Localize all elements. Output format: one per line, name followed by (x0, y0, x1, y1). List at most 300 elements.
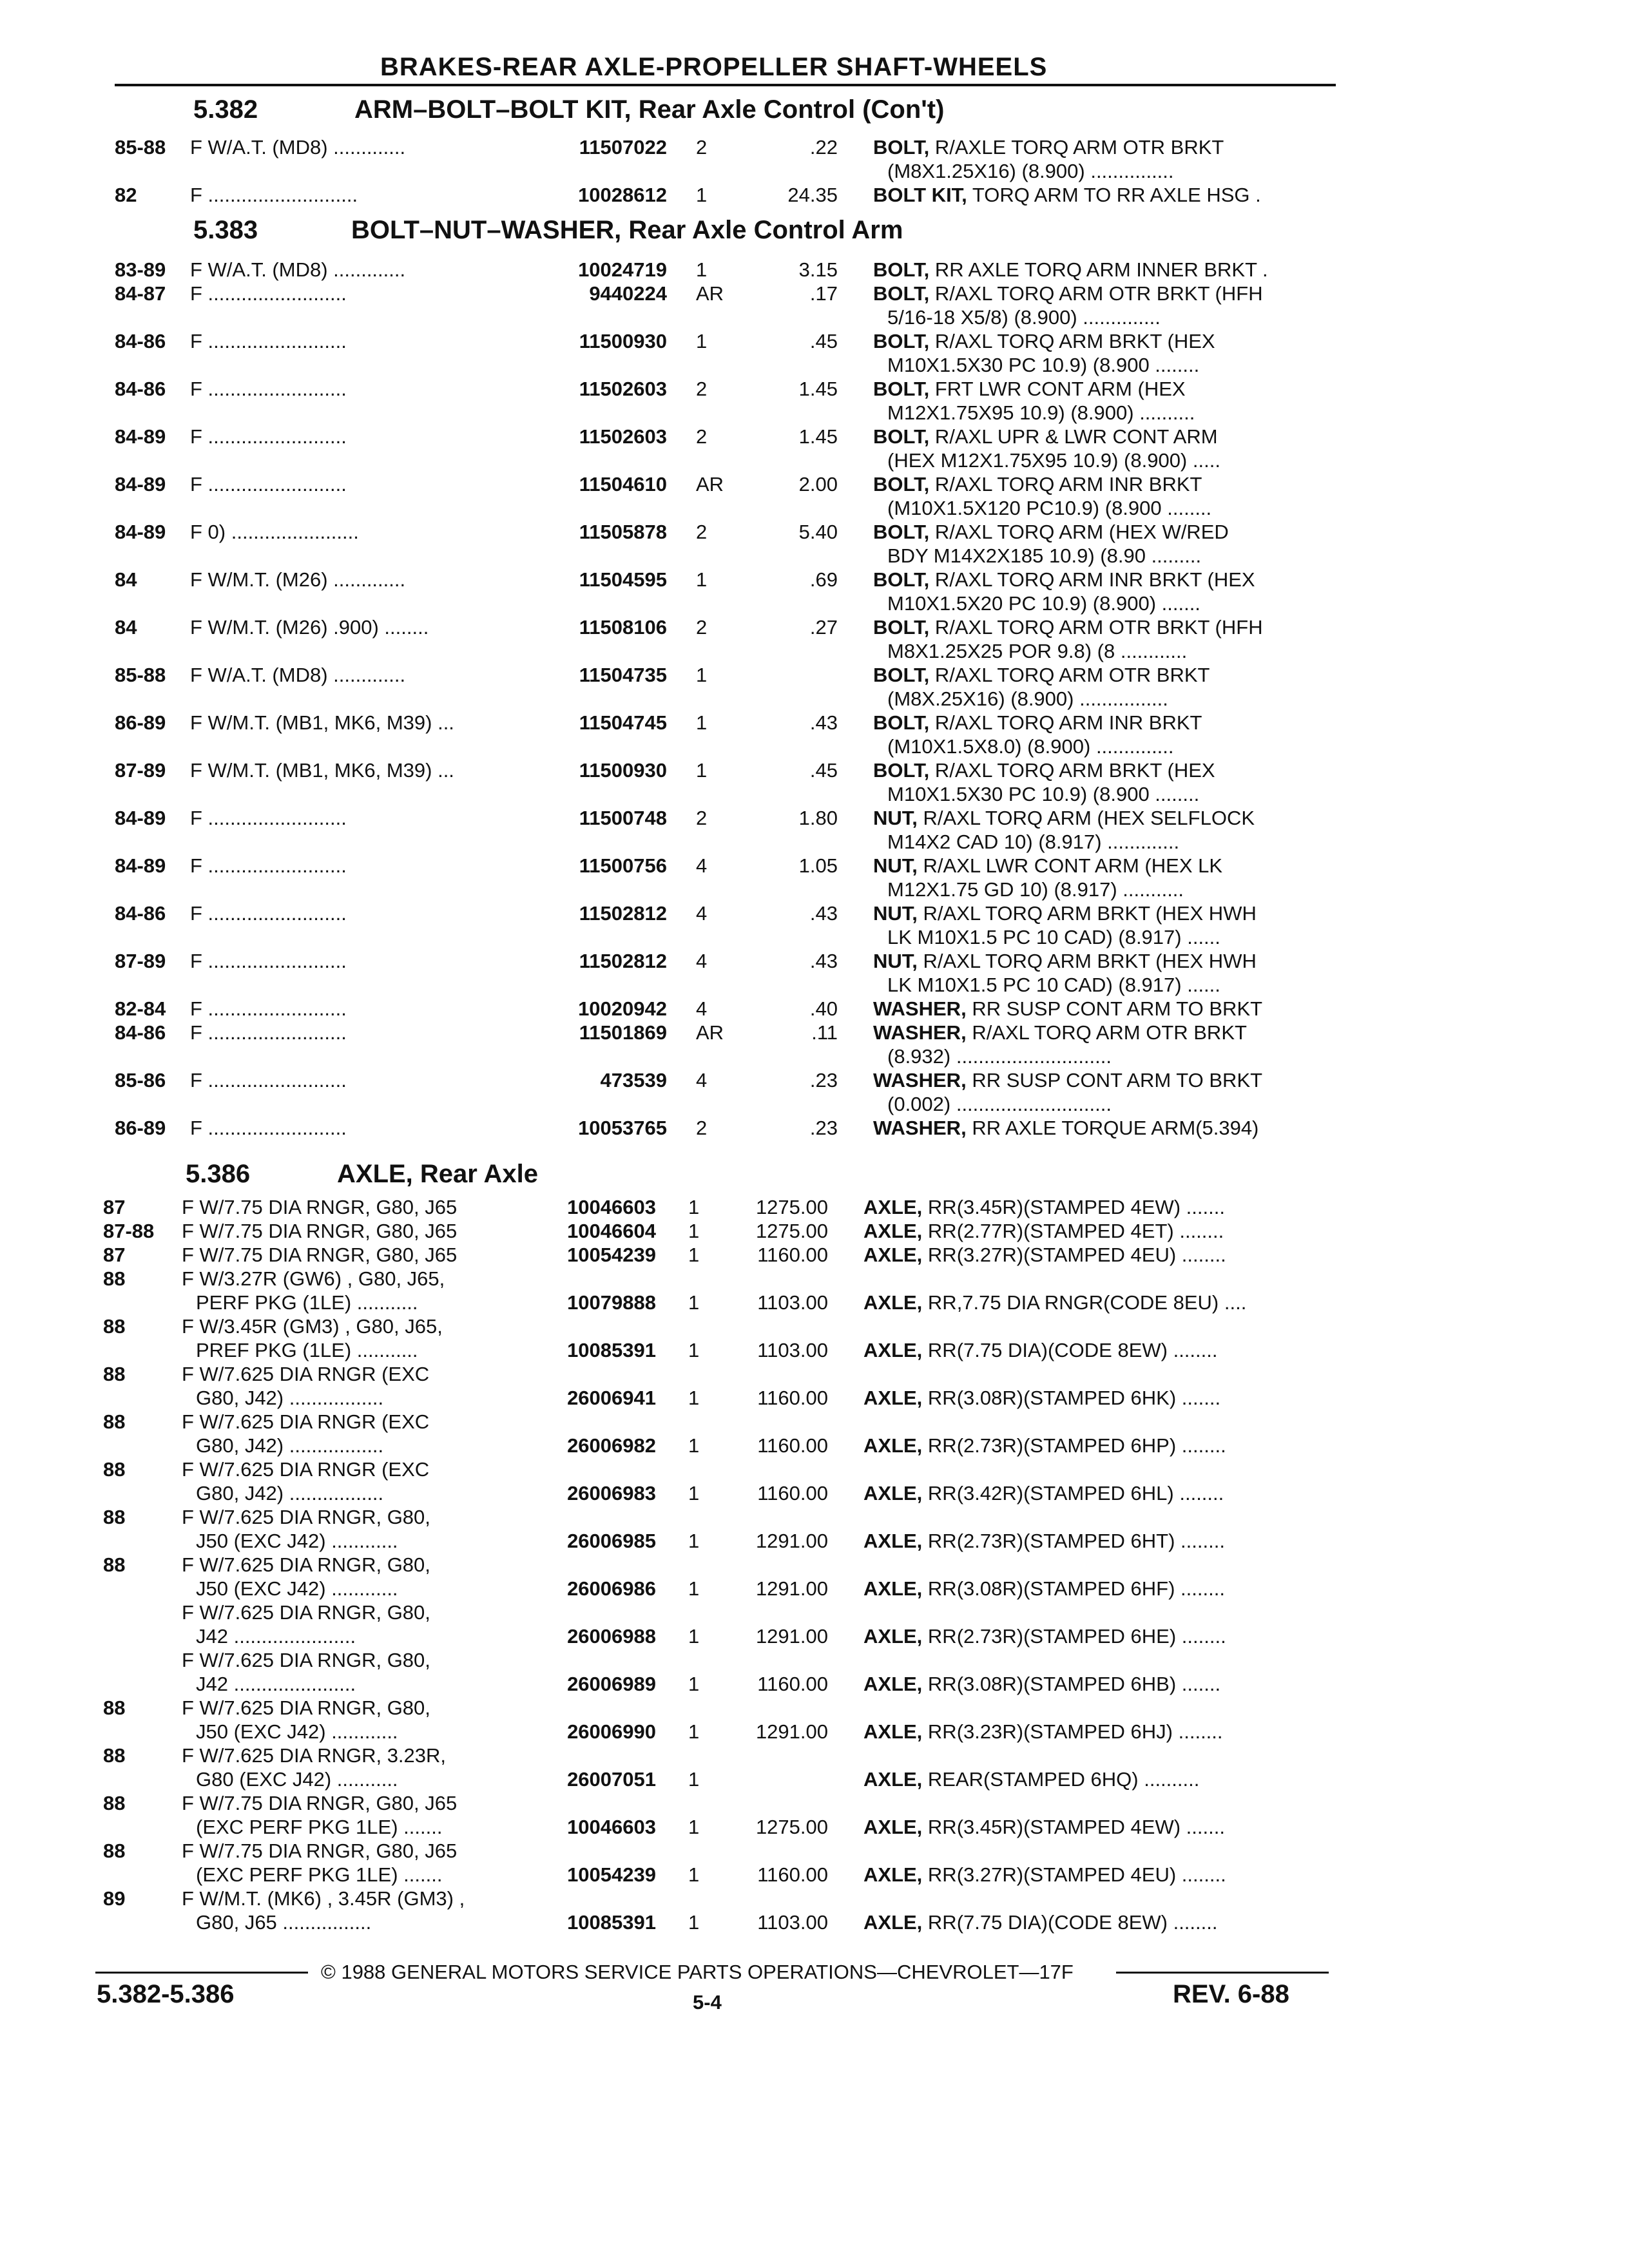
part-number: 26006983 (567, 1482, 656, 1504)
application-text: J42 ...................... (196, 1673, 356, 1695)
description-noun: WASHER, (873, 1117, 967, 1139)
unit-price: .69 (809, 568, 838, 591)
description-continuation: BDY M14X2X185 10.9) (8.90 ......... (887, 544, 1202, 567)
description-noun: AXLE, (863, 1387, 923, 1409)
part-number: 11500756 (579, 854, 667, 877)
table-row (0, 949, 1629, 997)
description-text: RR AXLE TORQ ARM INNER BRKT . (934, 258, 1268, 281)
quantity: 4 (696, 950, 708, 972)
description-continuation: (M10X1.5X8.0) (8.900) .............. (887, 735, 1174, 758)
description-text: R/AXL LWR CONT ARM (HEX LK (923, 854, 1223, 877)
application-text: F W/7.625 DIA RNGR (EXC (182, 1458, 430, 1481)
application-text: G80, J42) ................. (196, 1434, 384, 1457)
model-years: 86-89 (115, 1117, 166, 1139)
application-text: F ......................... (190, 1069, 347, 1091)
model-years: 88 (103, 1410, 126, 1433)
table-row (0, 1744, 1629, 1791)
quantity: 1 (688, 1768, 700, 1791)
description-noun: AXLE, (863, 1530, 923, 1552)
description-text: RR(3.42R)(STAMPED 6HL) ........ (927, 1482, 1224, 1504)
part-number: 10054239 (567, 1244, 656, 1266)
description (873, 711, 1202, 735)
description-text: RR(2.77R)(STAMPED 4ET) ........ (927, 1220, 1224, 1242)
description-noun: AXLE, (863, 1625, 923, 1648)
application-text: F W/7.75 DIA RNGR, G80, J65 (182, 1196, 458, 1218)
description-continuation: LK M10X1.5 PC 10 CAD) (8.917) ...... (887, 974, 1220, 996)
description-noun: AXLE, (863, 1339, 923, 1361)
description-text: R/AXL TORQ ARM INR BRKT (934, 473, 1202, 495)
description-text: RR SUSP CONT ARM TO BRKT (972, 997, 1263, 1020)
quantity: 4 (696, 997, 708, 1020)
description-noun: AXLE, (863, 1911, 923, 1934)
model-years: 87 (103, 1244, 126, 1266)
description (863, 1910, 1217, 1934)
description (873, 901, 1257, 925)
model-years: 83-89 (115, 258, 166, 281)
model-years: 88 (103, 1506, 126, 1528)
application-text: F W/M.T. (M26) .900) ........ (190, 616, 429, 639)
description-noun: BOLT, (873, 473, 930, 495)
description-noun: AXLE, (863, 1768, 923, 1791)
description (863, 1434, 1226, 1457)
description-noun: AXLE, (863, 1816, 923, 1838)
part-number: 26006989 (567, 1673, 656, 1695)
table-row (0, 711, 1629, 758)
description-text: RR(2.73R)(STAMPED 6HP) ........ (927, 1434, 1226, 1457)
application-text: F W/M.T. (M26) ............. (190, 568, 406, 591)
unit-price: .40 (809, 997, 838, 1020)
unit-price: 1103.00 (757, 1291, 828, 1314)
part-number: 11504610 (579, 473, 667, 495)
model-years: 84 (115, 616, 137, 639)
quantity: 1 (688, 1387, 700, 1409)
table-row (0, 758, 1629, 806)
quantity: 4 (696, 1069, 708, 1091)
quantity: 1 (696, 568, 708, 591)
description (863, 1529, 1225, 1553)
quantity: AR (696, 473, 724, 495)
description (863, 1720, 1223, 1744)
description-continuation: (M8X1.25X16) (8.900) ............... (887, 160, 1174, 182)
quantity: 1 (688, 1434, 700, 1457)
unit-price: 1160.00 (757, 1434, 828, 1457)
model-years: 88 (103, 1315, 126, 1338)
application-text: F ......................... (190, 1117, 347, 1139)
model-years: 84-89 (115, 521, 166, 543)
description-noun: AXLE, (863, 1291, 923, 1314)
description-noun: NUT, (873, 854, 918, 877)
part-number: 10028612 (578, 184, 667, 206)
footer-rule-right (1116, 1972, 1329, 1974)
quantity: AR (696, 1021, 724, 1044)
description (873, 377, 1186, 401)
description-text: R/AXL TORQ ARM (HEX W/RED (934, 521, 1229, 543)
table-row (0, 282, 1629, 329)
unit-price: 1275.00 (755, 1196, 828, 1218)
model-years: 84-86 (115, 330, 166, 352)
application-text: F W/M.T. (MK6) , 3.45R (GM3) , (182, 1887, 465, 1910)
table-row (0, 1021, 1629, 1068)
table-row (0, 1839, 1629, 1887)
unit-price: .45 (809, 759, 838, 782)
application-text: G80 (EXC J42) ........... (196, 1768, 398, 1791)
description (873, 135, 1224, 159)
model-years: 89 (103, 1887, 126, 1910)
part-number: 10054239 (567, 1863, 656, 1886)
table-row (0, 1791, 1629, 1839)
model-years: 88 (103, 1267, 126, 1290)
description-text: RR(3.08R)(STAMPED 6HF) ........ (927, 1577, 1225, 1600)
part-number: 11507022 (579, 136, 667, 159)
part-number: 10053765 (578, 1117, 667, 1139)
description (863, 1577, 1225, 1600)
description (873, 1021, 1247, 1044)
model-years: 84-89 (115, 854, 166, 877)
section-number: 5.382 (193, 95, 258, 124)
part-number: 26006990 (567, 1720, 656, 1743)
description-text: R/AXL TORQ ARM BRKT (HEX (934, 759, 1215, 782)
unit-price: .43 (809, 711, 838, 734)
application-text: F W/7.75 DIA RNGR, G80, J65 (182, 1792, 458, 1814)
model-years: 85-86 (115, 1069, 166, 1091)
quantity: 1 (688, 1196, 700, 1218)
table-row (0, 615, 1629, 663)
table-row (0, 377, 1629, 425)
table-row (0, 901, 1629, 949)
unit-price: .23 (809, 1117, 838, 1139)
model-years: 84-86 (115, 1021, 166, 1044)
description-text: RR SUSP CONT ARM TO BRKT (972, 1069, 1263, 1091)
description (873, 615, 1263, 639)
unit-price: 24.35 (787, 184, 838, 206)
description (873, 806, 1255, 830)
footer-copyright: © 1988 GENERAL MOTORS SERVICE PARTS OPERATIONS—CHEVROLET—17F (321, 1961, 1074, 1983)
unit-price: 1291.00 (755, 1720, 828, 1743)
application-text: F ......................... (190, 854, 347, 877)
model-years: 88 (103, 1458, 126, 1481)
model-years: 84-89 (115, 425, 166, 448)
description-noun: WASHER, (873, 1069, 967, 1091)
application-text: F W/7.625 DIA RNGR (EXC (182, 1410, 430, 1433)
description-text: RR(3.45R)(STAMPED 4EW) ....... (927, 1816, 1225, 1838)
table-row (0, 1362, 1629, 1410)
quantity: 1 (696, 258, 708, 281)
application-text: (EXC PERF PKG 1LE) ....... (196, 1863, 443, 1886)
description-text: R/AXL TORQ ARM BRKT (HEX (934, 330, 1215, 352)
quantity: 1 (688, 1911, 700, 1934)
table-row (0, 472, 1629, 520)
part-number: 11504595 (579, 568, 667, 591)
table-row (0, 1553, 1629, 1600)
quantity: 1 (696, 184, 708, 206)
model-years: 82-84 (115, 997, 166, 1020)
description-text: RR(3.08R)(STAMPED 6HK) ....... (927, 1387, 1221, 1409)
part-number: 11504745 (579, 711, 667, 734)
model-years: 88 (103, 1363, 126, 1385)
description-text: REAR(STAMPED 6HQ) .......... (927, 1768, 1200, 1791)
description-text: R/AXL TORQ ARM OTR BRKT (934, 664, 1210, 686)
description (873, 997, 1262, 1021)
description (863, 1767, 1199, 1791)
application-text: F ......................... (190, 950, 347, 972)
quantity: 2 (696, 1117, 708, 1139)
model-years: 87 (103, 1196, 126, 1218)
table-row (0, 1314, 1629, 1362)
application-text: F W/7.625 DIA RNGR, G80, (182, 1601, 430, 1624)
part-number: 473539 (600, 1069, 667, 1091)
description-noun: AXLE, (863, 1577, 923, 1600)
model-years: 88 (103, 1792, 126, 1814)
model-years: 84-86 (115, 378, 166, 400)
application-text: F W/7.75 DIA RNGR, G80, J65 (182, 1244, 458, 1266)
table-row (0, 1243, 1629, 1267)
model-years: 85-88 (115, 136, 166, 159)
model-years: 84-89 (115, 807, 166, 829)
description-noun: BOLT, (873, 330, 930, 352)
model-years: 87-88 (103, 1220, 155, 1242)
description-text: RR(3.27R)(STAMPED 4EU) ........ (927, 1244, 1226, 1266)
table-row (0, 806, 1629, 854)
application-text: F W/7.75 DIA RNGR, G80, J65 (182, 1840, 458, 1862)
part-number: 26006988 (567, 1625, 656, 1648)
application-text: F ......................... (190, 282, 347, 305)
table-row (0, 1457, 1629, 1505)
description-continuation: M10X1.5X20 PC 10.9) (8.900) ....... (887, 592, 1200, 615)
quantity: 1 (688, 1339, 700, 1361)
description-continuation: LK M10X1.5 PC 10 CAD) (8.917) ...... (887, 926, 1220, 948)
unit-price: 1.05 (798, 854, 838, 877)
description-text: TORQ ARM TO RR AXLE HSG . (972, 184, 1261, 206)
application-text: F ......................... (190, 378, 347, 400)
quantity: 2 (696, 616, 708, 639)
unit-price: .43 (809, 902, 838, 925)
application-text: F W/M.T. (MB1, MK6, M39) ... (190, 759, 454, 782)
model-years: 85-88 (115, 664, 166, 686)
part-number: 11502603 (579, 425, 667, 448)
description (873, 282, 1263, 305)
unit-price: 1291.00 (755, 1625, 828, 1648)
description (873, 1116, 1258, 1140)
application-text: F W/A.T. (MD8) ............. (190, 664, 406, 686)
part-number: 11502812 (579, 950, 667, 972)
unit-price: 1.45 (798, 425, 838, 448)
description-noun: BOLT, (873, 568, 930, 591)
quantity: 4 (696, 854, 708, 877)
description-continuation: M12X1.75 GD 10) (8.917) ........... (887, 878, 1184, 901)
description-noun: BOLT, (873, 616, 930, 639)
description (863, 1338, 1217, 1362)
model-years: 84-86 (115, 902, 166, 925)
description-text: R/AXL TORQ ARM INR BRKT (HEX (934, 568, 1255, 591)
quantity: 1 (696, 759, 708, 782)
application-text: F W/M.T. (MB1, MK6, M39) ... (190, 711, 454, 734)
section-title: AXLE, Rear Axle (337, 1160, 538, 1188)
description-noun: AXLE, (863, 1434, 923, 1457)
description-continuation: (M10X1.5X120 PC10.9) (8.900 ........ (887, 497, 1212, 519)
description (863, 1815, 1225, 1839)
quantity: 1 (688, 1220, 700, 1242)
application-text: F W/7.625 DIA RNGR, G80, (182, 1553, 430, 1576)
description-continuation: M14X2 CAD 10) (8.917) ............. (887, 831, 1180, 853)
part-number: 11502812 (579, 902, 667, 925)
description (873, 949, 1257, 973)
application-text: F W/7.625 DIA RNGR, G80, (182, 1506, 430, 1528)
model-years: 84 (115, 568, 137, 591)
header-rule (115, 84, 1336, 86)
application-text: F ......................... (190, 1021, 347, 1044)
part-number: 10085391 (567, 1339, 656, 1361)
description (873, 663, 1210, 687)
description-continuation: M8X1.25X25 POR 9.8) (8 ............ (887, 640, 1188, 662)
description-noun: AXLE, (863, 1196, 923, 1218)
application-text: F ......................... (190, 997, 347, 1020)
application-text: F ......................... (190, 330, 347, 352)
application-text: G80, J42) ................. (196, 1482, 384, 1504)
model-years: 82 (115, 184, 137, 206)
table-row (0, 568, 1629, 615)
part-number: 11501869 (579, 1021, 667, 1044)
description-noun: BOLT KIT, (873, 184, 967, 206)
application-text: F W/3.27R (GW6) , G80, J65, (182, 1267, 445, 1290)
quantity: 1 (688, 1673, 700, 1695)
description-text: RR(3.45R)(STAMPED 4EW) ....... (927, 1196, 1225, 1218)
quantity: 1 (688, 1244, 700, 1266)
description (863, 1624, 1226, 1648)
part-number: 26006982 (567, 1434, 656, 1457)
description (873, 568, 1255, 591)
model-years: 87-89 (115, 759, 166, 782)
description-text: R/AXL TORQ ARM (HEX SELFLOCK (923, 807, 1255, 829)
model-years: 84-87 (115, 282, 166, 305)
model-years: 86-89 (115, 711, 166, 734)
description (873, 425, 1218, 448)
description-text: R/AXL TORQ ARM OTR BRKT (HFH (934, 282, 1263, 305)
application-text: J50 (EXC J42) ............ (196, 1577, 398, 1600)
description (863, 1863, 1226, 1887)
unit-price: 1291.00 (755, 1530, 828, 1552)
part-number: 26006985 (567, 1530, 656, 1552)
part-number: 11508106 (579, 616, 667, 639)
description (873, 854, 1222, 878)
model-years: 88 (103, 1553, 126, 1576)
unit-price: 1.80 (798, 807, 838, 829)
part-number: 26007051 (567, 1768, 656, 1791)
description-text: RR(2.73R)(STAMPED 6HE) ........ (927, 1625, 1226, 1648)
quantity: 1 (688, 1816, 700, 1838)
description (873, 329, 1215, 353)
table-row (0, 1267, 1629, 1314)
description-noun: NUT, (873, 902, 918, 925)
description (873, 520, 1229, 544)
quantity: AR (696, 282, 724, 305)
model-years: 84-89 (115, 473, 166, 495)
unit-price: 1275.00 (755, 1220, 828, 1242)
table-row (0, 135, 1629, 183)
table-row (0, 1116, 1629, 1140)
description-continuation: M10X1.5X30 PC 10.9) (8.900 ........ (887, 783, 1200, 805)
unit-price: .17 (809, 282, 838, 305)
description-noun: NUT, (873, 807, 918, 829)
description-noun: BOLT, (873, 664, 930, 686)
unit-price: .45 (809, 330, 838, 352)
part-number: 10046604 (567, 1220, 656, 1242)
description-text: RR,7.75 DIA RNGR(CODE 8EU) .... (927, 1291, 1247, 1314)
table-row (0, 1068, 1629, 1116)
part-number: 26006941 (567, 1387, 656, 1409)
description-continuation: M12X1.75X95 10.9) (8.900) .......... (887, 401, 1195, 424)
unit-price: .27 (809, 616, 838, 639)
unit-price: 1.45 (798, 378, 838, 400)
unit-price: 1160.00 (757, 1673, 828, 1695)
description-text: RR(3.27R)(STAMPED 4EU) ........ (927, 1863, 1226, 1886)
description-noun: AXLE, (863, 1720, 923, 1743)
description-text: RR AXLE TORQUE ARM(5.394) (972, 1117, 1259, 1139)
application-text: F W/7.625 DIA RNGR, G80, (182, 1696, 430, 1719)
unit-price: 1275.00 (755, 1816, 828, 1838)
description-noun: BOLT, (873, 425, 930, 448)
description-noun: BOLT, (873, 258, 930, 281)
table-row (0, 258, 1629, 282)
quantity: 1 (688, 1482, 700, 1504)
table-row (0, 1600, 1629, 1648)
description-noun: WASHER, (873, 997, 967, 1020)
description-noun: BOLT, (873, 711, 930, 734)
application-text: J50 (EXC J42) ............ (196, 1530, 398, 1552)
footer-section-range: 5.382-5.386 (97, 1980, 235, 2008)
application-text: F W/7.75 DIA RNGR, G80, J65 (182, 1220, 458, 1242)
application-text: (EXC PERF PKG 1LE) ....... (196, 1816, 443, 1838)
unit-price: 2.00 (798, 473, 838, 495)
table-row (0, 520, 1629, 568)
quantity: 2 (696, 521, 708, 543)
description-text: R/AXL TORQ ARM OTR BRKT (972, 1021, 1247, 1044)
application-text: J50 (EXC J42) ............ (196, 1720, 398, 1743)
description-text: R/AXL TORQ ARM BRKT (HEX HWH (923, 950, 1257, 972)
application-text: F ......................... (190, 473, 347, 495)
description-noun: BOLT, (873, 759, 930, 782)
description-noun: BOLT, (873, 378, 930, 400)
unit-price: .22 (809, 136, 838, 159)
quantity: 1 (688, 1625, 700, 1648)
description-text: RR(7.75 DIA)(CODE 8EW) ........ (927, 1339, 1218, 1361)
table-row (0, 1219, 1629, 1243)
description-noun: AXLE, (863, 1244, 923, 1266)
unit-price: 1103.00 (757, 1339, 828, 1361)
part-number: 10046603 (567, 1196, 656, 1218)
table-row (0, 663, 1629, 711)
unit-price: 1291.00 (755, 1577, 828, 1600)
unit-price: 1160.00 (757, 1863, 828, 1886)
table-row (0, 1696, 1629, 1744)
unit-price: 3.15 (798, 258, 838, 281)
part-number: 10046603 (567, 1816, 656, 1838)
unit-price: 1160.00 (757, 1387, 828, 1409)
application-text: G80, J42) ................. (196, 1387, 384, 1409)
application-text: J42 ...................... (196, 1625, 356, 1648)
unit-price: 1160.00 (757, 1482, 828, 1504)
part-number: 11505878 (579, 521, 667, 543)
application-text: F W/7.625 DIA RNGR, G80, (182, 1649, 430, 1671)
section-number: 5.386 (186, 1160, 251, 1188)
part-number: 11502603 (579, 378, 667, 400)
table-row (0, 1887, 1629, 1934)
table-row (0, 854, 1629, 901)
description (863, 1219, 1224, 1243)
application-text: F W/A.T. (MD8) ............. (190, 258, 406, 281)
table-row (0, 1410, 1629, 1457)
description (873, 183, 1261, 207)
model-years: 88 (103, 1840, 126, 1862)
